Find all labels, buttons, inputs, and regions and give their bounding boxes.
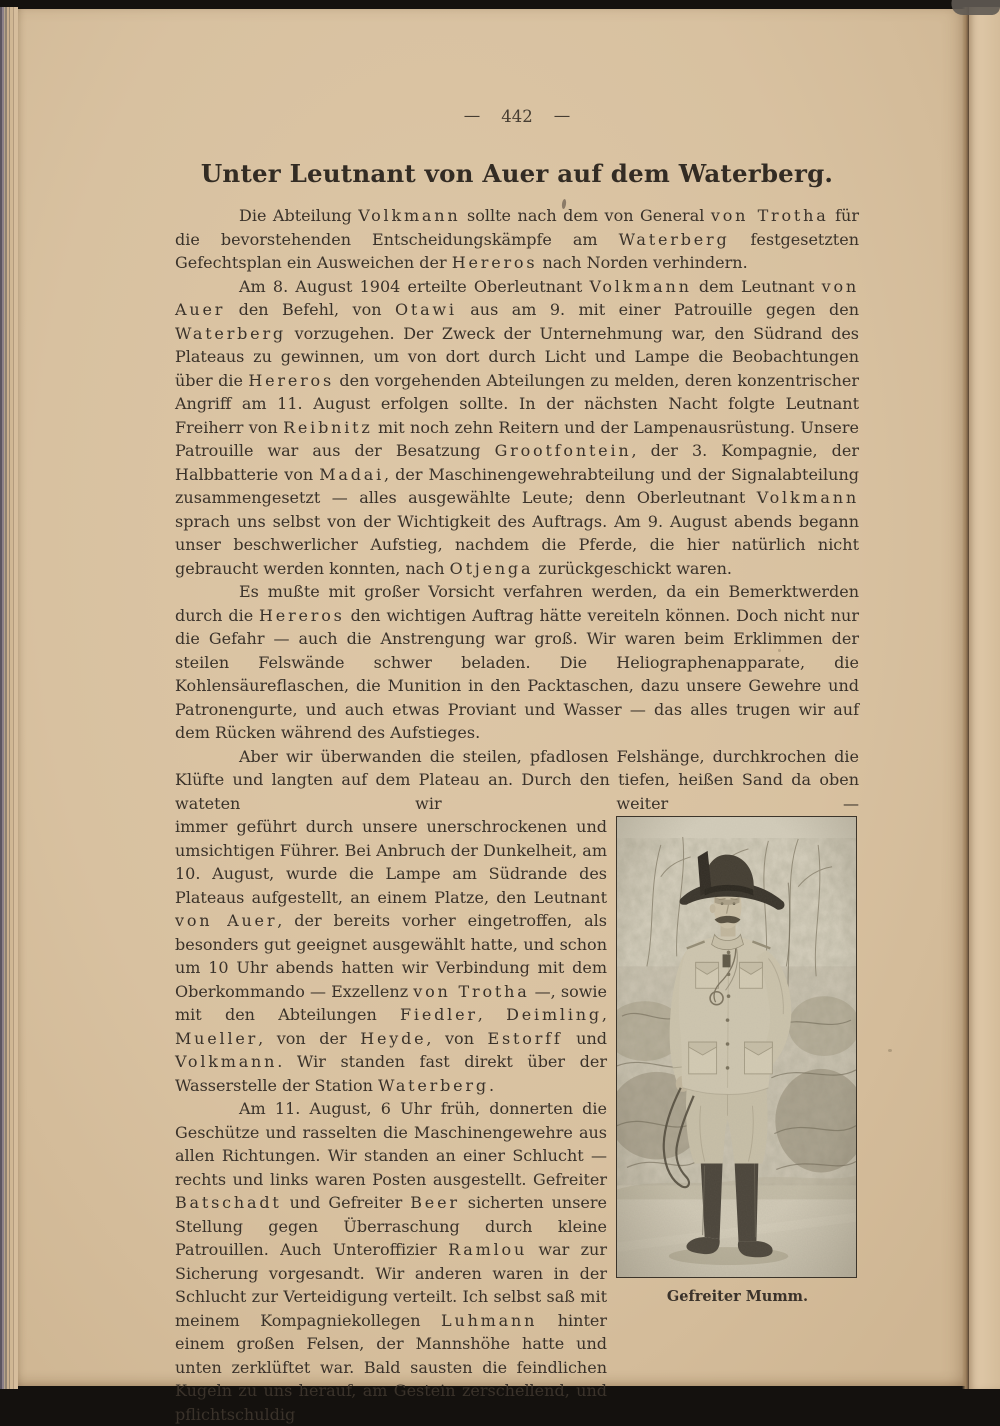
narrow-text-column: [175, 815, 607, 1426]
soldier-photo-figure: [616, 815, 859, 1426]
paragraph-2: Am 8. August 1904 erteilte Oberleutnant Volkmann dem Leutnant von Auer den Befehl, von Otawi aus am 9. mit einer Patrouille gegen den Waterberg vorzugehen. Der Zweck der Unternehmung war, den Südrand des Plateaus zu gewinnen, um von dort durch Licht und Lampe die Beobachtungen über die Hereros den vorgehenden Abteilungen zu melden, deren konzentrischer Angriff am 11. August erfolgen sollte. In der nächsten Nacht folgte Leutnant Freiherr von Reibnitz mit noch zehn Reitern und der Lampenausrüstung. Unsere Patrouille war aus der Besatzung Grootfontein, der 3. Kompagnie, der Halbbatterie von Madai, der Maschinengewehrabteilung und der Signalabteilung zusammengesetzt — alles ausgewählte Leute; denn Oberleutnant Volkmann sprach uns selbst von der Wichtigkeit des Auftrags. Am 9. August abends begann unser beschwerlicher Aufstieg, nachdem die Pferde, die hier natürlich nicht gebraucht werden konnten, nach Otjenga zurückgeschickt waren.: [175, 276, 860, 578]
photo-caption: Gefreiter Mumm.: [666, 1288, 809, 1305]
paragraph-5: Am 11. August, 6 Uhr früh, donnerten die Geschütze und rasselten die Maschinengewehre aus allen Richtungen. Wir standen an einer Schlucht — rechts und links waren Posten ausgestellt. Gefreiter Batschadt und Gefreiter Beer sicherten unsere Stellung gegen Überraschung durch kleine Patrouillen. Auch Unteroffizier Ramlou war zur Sicherung vorgesandt. Wir anderen waren in der Schlucht zur Verteidigung verteilt. Ich selbst saß mit meinem Kompagniekollegen Luhmann hinter einem großen Felsen, der Mannshöhe hatte und unten zerklüftet war. Bald sausten die feindlichen Kugeln zu uns herauf, am Gestein zerschellend, und pflichtschuldig: [175, 1099, 608, 1424]
adjacent-page-edge: [969, 7, 1000, 1389]
page-number-dash-right: —: [553, 106, 571, 125]
paragraph-4-continued: immer geführt durch unsere unerschrockenen und umsichtigen Führer. Bei Anbruch der Dunkelheit, am 10. August, wurde die Lampe am Südrande des Plateaus aufgestellt, an einem Platze, den Leutnant von Auer, der bereits vorher eingetroffen, als besonders gut geeignet ausgewählt hatte, und schon um 10 Uhr abends hatten wir Verbindung mit dem Oberkommando — Exzellenz von Trotha —, sowie mit den Abteilungen Fiedler, Deimling, Mueller, von der Heyde, von Estorff und Volkmann. Wir standen fast direkt über der Wasserstelle der Station Waterberg.: [175, 817, 608, 1095]
book-page-edges: [0, 7, 18, 1389]
paragraph-3: Es mußte mit großer Vorsicht verfahren werden, da ein Bemerktwerden durch die Hereros den wichtigen Auftrag hätte vereiteln können. Doch nicht nur die Gefahr — auch die Anstrengung war groß. Wir waren beim Erklimmen der steilen Felswände schwer beladen. Die Heliographenapparate, die Kohlensäureflaschen, die Munition in den Packtaschen, dazu unsere Gewehre und Patronengurte, und auch etwas Proviant und Wasser — das alles trugen wir auf dem Rücken während des Aufstieges.: [175, 582, 859, 742]
book-page: [18, 9, 966, 1424]
page-content: [175, 9, 859, 1426]
text-and-photo-row: [175, 815, 859, 1426]
binding-stitch: [948, 0, 1000, 15]
page-number-value: 442: [501, 107, 533, 126]
page-number-dash-left: —: [463, 106, 481, 125]
body-text: [175, 204, 859, 1426]
paragraph-4-intro: Aber wir überwanden die steilen, pfadlosen Felshänge, durchkrochen die Klüfte und langten auf dem Plateau an. Durch den tiefen, heißen Sand da oben wateten wir weiter —: [175, 746, 859, 813]
chapter-title: Unter Leutnant von Auer auf dem Waterberg.: [200, 159, 834, 188]
page-number: [175, 107, 859, 127]
paper-speck: [888, 1049, 892, 1052]
paragraph-1: Die Abteilung Volkmann sollte nach dem von General von Trotha für die bevorstehenden Entscheidungskämpfe am Waterberg festgesetzten Gefechtsplan ein Ausweichen der Hereros nach Norden verhindern.: [175, 206, 859, 272]
soldier-photo-illustration: [617, 817, 856, 1277]
soldier-photo: [616, 816, 857, 1278]
